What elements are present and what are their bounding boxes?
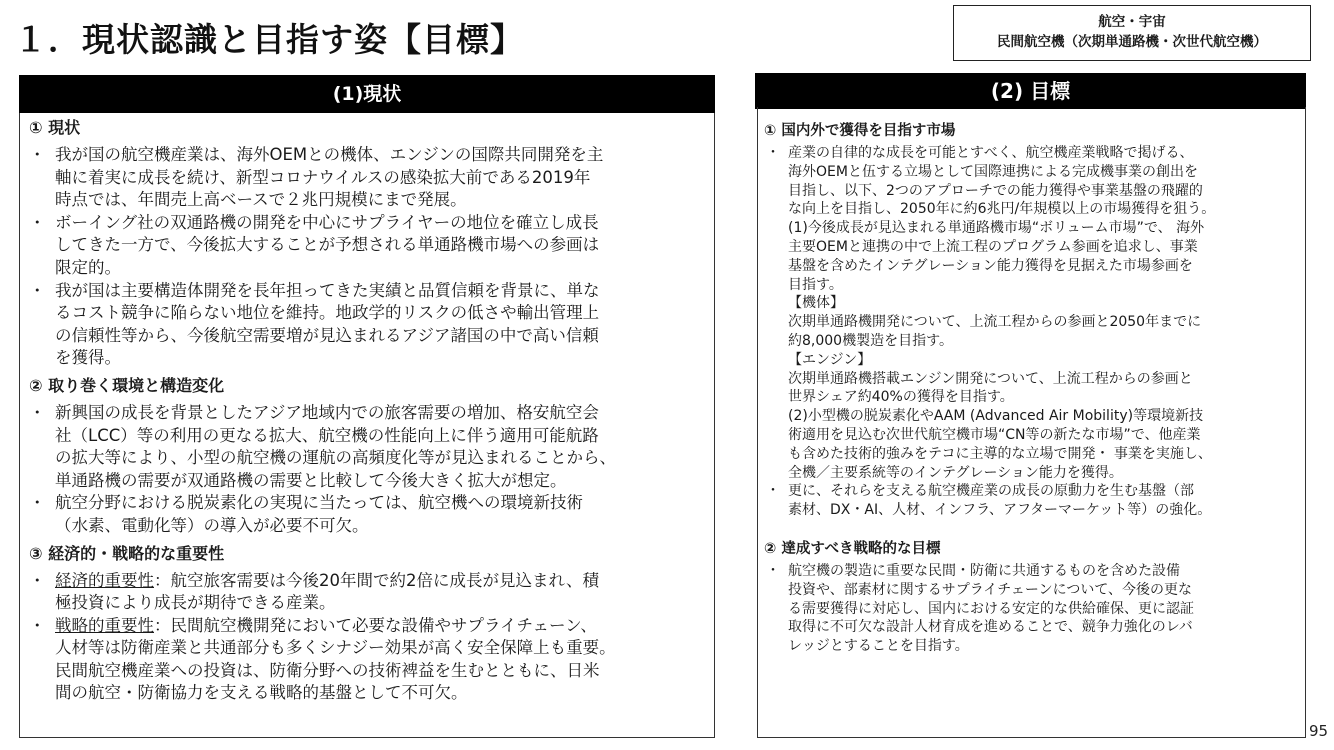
- page-number: 95: [1309, 722, 1329, 740]
- text-line: 取得に不可欠な設計人材育成を進めることで、競争力強化のレバ: [788, 619, 1193, 636]
- category-line-2: 民間航空機（次期単通路機・次世代航空機）: [997, 34, 1267, 50]
- text-line: も含めた技術的強みをテコに主導的な立場で開発・ 事業を実施し、: [788, 445, 1212, 462]
- text-line: 次期単通路機搭載エンジン開発について、上流工程からの参画と: [788, 370, 1193, 387]
- text-line: (2)小型機の脱炭素化やAAM (Advanced Air Mobility)等環境新技: [788, 408, 1204, 425]
- bullet-asia-demand: [29, 402, 719, 492]
- bullet-boeing-supplier: [29, 212, 719, 280]
- text-line: 海外OEMと伍する立場として国際連携による完成機事業の創出を: [788, 163, 1198, 180]
- text-line: ・ ボーイング社の双通路機の開発を中心にサプライヤーの地位を確立し成長: [55, 212, 599, 232]
- text-line: 基盤を含めたインテグレーション能力獲得を見据えた市場参画を: [788, 257, 1193, 274]
- bullet-strategic-importance: [29, 615, 719, 705]
- right-panel-header: (2) 目標: [755, 73, 1306, 109]
- text-line: 術適用を見込む次世代航空機市場“CN等の新たな市場”で、他産業: [788, 426, 1201, 443]
- economic-importance-term: 経済的重要性: [55, 570, 154, 590]
- text-line: 極投資により成長が期待できる産業。: [55, 593, 336, 613]
- text-line: 全機／主要系統等のインテグレーション能力を獲得。: [788, 464, 1123, 481]
- text-line: 間の航空・防衛協力を支える戦略的基盤として不可欠。: [55, 683, 468, 703]
- text-line: 目指し、以下、2つのアプローチでの能力獲得や事業基盤の飛躍的: [788, 182, 1203, 199]
- section-current-state-title: ① 現状: [29, 118, 81, 137]
- text-line: ・ 更に、それらを支える航空機産業の成長の原動力を生む基盤（部: [788, 483, 1194, 500]
- bullet-decarbonization: [29, 492, 719, 537]
- text-line: (1)今後成長が見込まれる単通路機市場“ボリューム市場”で、 海外: [788, 220, 1205, 237]
- text-line: してきた一方で、今後拡大することが予想される単通路機市場への参画は: [55, 235, 600, 255]
- text-line: ・ 新興国の成長を背景としたアジア地域内での旅客需要の増加、格安航空会: [55, 402, 599, 422]
- text-line: ・ 航空機の製造に重要な民間・防衛に共通するものを含めた設備: [788, 562, 1180, 579]
- bullet-industry-foundation: [764, 482, 1309, 520]
- text-line: ・ 航空分野における脱炭素化の実現に当たっては、航空機への環境新技術: [55, 493, 583, 513]
- strategic-importance-continuation: [55, 637, 719, 705]
- text-line: を獲得。: [55, 348, 121, 368]
- text-line: 次期単通路機開発について、上流工程からの参画と2050年までに: [788, 314, 1202, 331]
- text-line: 約8,000機製造を目指す。: [788, 332, 953, 349]
- bullet-industry-growth: [29, 144, 719, 212]
- section-environment-title: ② 取り巻く環境と構造変化: [29, 375, 225, 395]
- right-panel-content: [764, 120, 1309, 656]
- text-line: 世界シェア約40%の獲得を目指す。: [788, 389, 1014, 406]
- text-line: ・ 我が国は主要構造体開発を長年担ってきた実績と品質信頼を背景に、単な: [55, 280, 600, 300]
- text-line: 素材、DX・AI、人材、インフラ、アフターマーケット等）の強化。: [788, 502, 1212, 519]
- text-line: 民間航空機産業への投資は、防衛分野への技術裨益を生むとともに、日米: [55, 660, 600, 680]
- page-title: １．現状認識と目指す姿【目標】: [14, 20, 524, 59]
- left-panel-content: [29, 117, 719, 705]
- economic-importance-text: ：航空旅客需要は今後20年間で約2倍に成長が見込まれ、積: [154, 570, 599, 590]
- bullet-supply-chain-investment: [764, 562, 1309, 656]
- section-strategic-goals-title: ② 達成すべき戦略的な目標: [764, 540, 941, 557]
- text-line: 【エンジン】: [788, 351, 872, 368]
- text-line: ・ 我が国の航空機産業は、海外OEMとの機体、エンジンの国際共同開発を主: [55, 145, 604, 164]
- text-line: 社（LCC）等の利用の更なる拡大、航空機の性能向上に伴う適用可能航路: [55, 425, 599, 445]
- bullet-market-approach: [764, 144, 1309, 482]
- strategic-importance-text: ：民間航空機開発において必要な設備やサプライチェーン、: [154, 615, 597, 635]
- text-line: ・ 産業の自律的な成長を可能とすべく、航空機産業戦略で掲げる、: [788, 145, 1194, 161]
- bullet-economic-importance: [29, 570, 719, 615]
- bullet-quality-trust: [29, 280, 719, 370]
- section-target-market-title: ① 国内外で獲得を目指す市場: [764, 123, 956, 139]
- text-line: るコスト競争に陥らない地位を維持。地政学的リスクの低さや輸出管理上: [55, 303, 600, 323]
- text-line: 時点では、年間売上高ベースで２兆円規模にまで発展。: [55, 190, 467, 210]
- text-line: 単通路機の需要が双通路機の需要と比較して今後大きく拡大が想定。: [55, 470, 567, 490]
- category-line-1: 航空・宇宙: [1098, 14, 1166, 30]
- text-line: る需要獲得に対応し、国内における安定的な供給確保、更に認証: [788, 600, 1194, 617]
- text-line: 主要OEMと連携の中で上流工程のプログラム参画を追求し、事業: [788, 238, 1198, 255]
- text-line: の信頼性等から、今後航空需要増が見込まれるアジア諸国の中で高い信頼: [55, 325, 599, 345]
- left-panel-header: (1)現状: [19, 75, 715, 113]
- text-line: 投資や、部素材に関するサプライチェーンについて、今後の更な: [788, 581, 1193, 598]
- strategic-importance-term: 戦略的重要性: [55, 615, 154, 635]
- text-line: 【機体】: [788, 295, 844, 312]
- text-line: レッジとすることを目指す。: [788, 638, 969, 655]
- category-box: [953, 5, 1311, 61]
- text-line: 目指す。: [788, 276, 843, 293]
- section-importance-title: ③ 経済的・戦略的な重要性: [29, 543, 225, 563]
- text-line: 限定的。: [55, 257, 121, 277]
- text-line: の拡大等により、小型の航空機の運航の高頻度化等が見込まれることから、: [55, 448, 616, 468]
- text-line: 軸に着実に成長を続け、新型コロナウイルスの感染拡大前である2019年: [55, 167, 591, 187]
- text-line: な向上を目指し、2050年に約6兆円/年規模以上の市場獲得を狙う。: [788, 201, 1216, 218]
- text-line: 人材等は防衛産業と共通部分も多くシナジー効果が高く安全保障上も重要。: [55, 638, 616, 658]
- economic-importance-continuation: [55, 592, 719, 615]
- text-line: （水素、電動化等）の導入が必要不可欠。: [55, 515, 369, 535]
